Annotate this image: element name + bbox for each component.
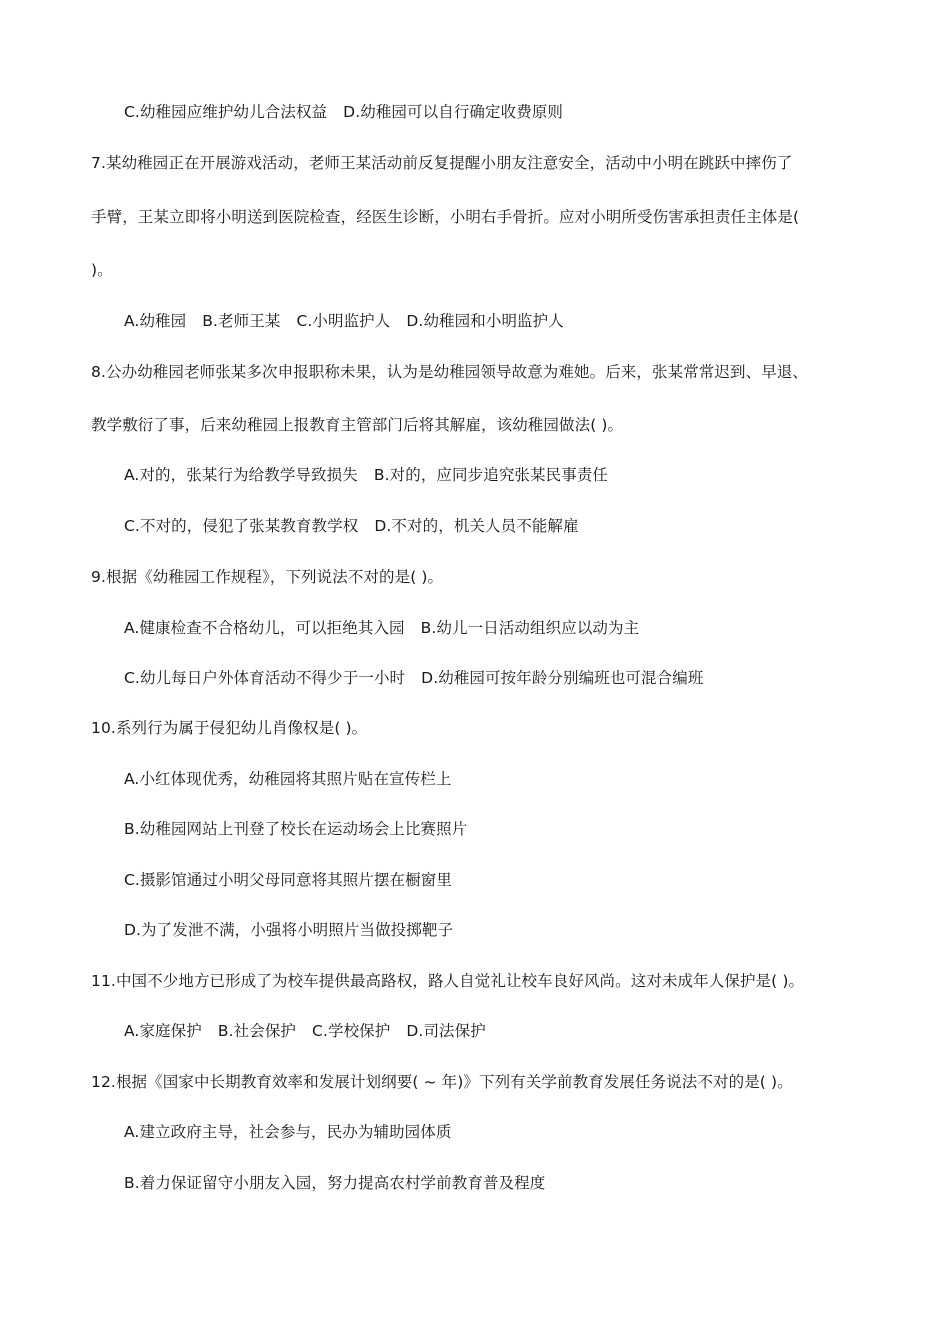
question-8-line-1: 8.公办幼稚园老师张某多次申报职称未果，认为是幼稚园领导故意为难她。后来，张某常常迟到、早退、 [91, 363, 808, 381]
option-c-line: C.摄影馆通过小明父母同意将其照片摆在橱窗里 [124, 871, 452, 889]
question-7-line-1: 7.某幼稚园正在开展游戏活动，老师王某活动前反复提醒小朋友注意安全，活动中小明在跳跃中摔伤了 [91, 154, 793, 172]
option-d: D.幼稚园可以自行确定收费原则 [343, 103, 564, 121]
question-11: 11.中国不少地方已形成了为校车提供最高路权，路人自觉礼让校车良好风尚。这对未成年人保护是( )。 [91, 972, 805, 990]
option-a: A.幼稚园 [124, 312, 187, 330]
option-line [124, 464, 608, 486]
option-c: C.不对的，侵犯了张某教育教学权 [124, 517, 359, 535]
question-12: 12.根据《国家中长期教育效率和发展计划纲要( ~ 年)》下列有关学前教育发展任务说法不对的是( )。 [91, 1073, 793, 1091]
option-a-line: A.建立政府主导，社会参与，民办为辅助园体质 [124, 1123, 452, 1141]
option-a: A.健康检查不合格幼儿，可以拒绝其入园 [124, 619, 405, 637]
question-7-line-3: )。 [91, 261, 113, 279]
question-8-line-2: 教学敷衍了事，后来幼稚园上报教育主管部门后将其解雇，该幼稚园做法( )。 [91, 416, 624, 434]
option-c: C.学校保护 [312, 1022, 391, 1040]
option-b-line: B.着力保证留守小朋友入园，努力提高农村学前教育普及程度 [124, 1174, 546, 1192]
option-line [124, 667, 703, 689]
option-b: B.社会保护 [217, 1022, 297, 1040]
question-9: 9.根据《幼稚园工作规程》，下列说法不对的是( )。 [91, 568, 444, 586]
option-b-line: B.幼稚园网站上刊登了校长在运动场会上比赛照片 [124, 820, 468, 838]
option-a: A.家庭保护 [124, 1022, 202, 1040]
option-d: D.不对的，机关人员不能解雇 [374, 517, 579, 535]
option-d: D.司法保护 [406, 1022, 486, 1040]
option-d-line: D.为了发泄不满，小强将小明照片当做投掷靶子 [124, 921, 454, 939]
option-c: C.幼稚园应维护幼儿合法权益 [124, 103, 328, 121]
option-line [124, 310, 564, 332]
option-a-line: A.小红体现优秀，幼稚园将其照片贴在宣传栏上 [124, 770, 452, 788]
option-b: B.老师王某 [202, 312, 281, 330]
option-line [124, 101, 563, 123]
option-d: D.幼稚园可按年龄分别编班也可混合编班 [421, 669, 704, 687]
option-a: A.对的，张某行为给教学导致损失 [124, 466, 358, 484]
option-d: D.幼稚园和小明监护人 [406, 312, 564, 330]
option-line [124, 617, 639, 639]
option-b: B.幼儿一日活动组织应以动为主 [420, 619, 640, 637]
option-c: C.小明监护人 [296, 312, 391, 330]
option-line [124, 515, 579, 537]
question-7-line-2: 手臂，王某立即将小明送到医院检查，经医生诊断，小明右手骨折。应对小明所受伤害承担责任主体是( [91, 208, 800, 226]
option-line [124, 1020, 486, 1042]
option-b: B.对的，应同步追究张某民事责任 [373, 466, 609, 484]
question-10: 10.系列行为属于侵犯幼儿肖像权是( )。 [91, 719, 368, 737]
option-c: C.幼儿每日户外体育活动不得少于一小时 [124, 669, 406, 687]
